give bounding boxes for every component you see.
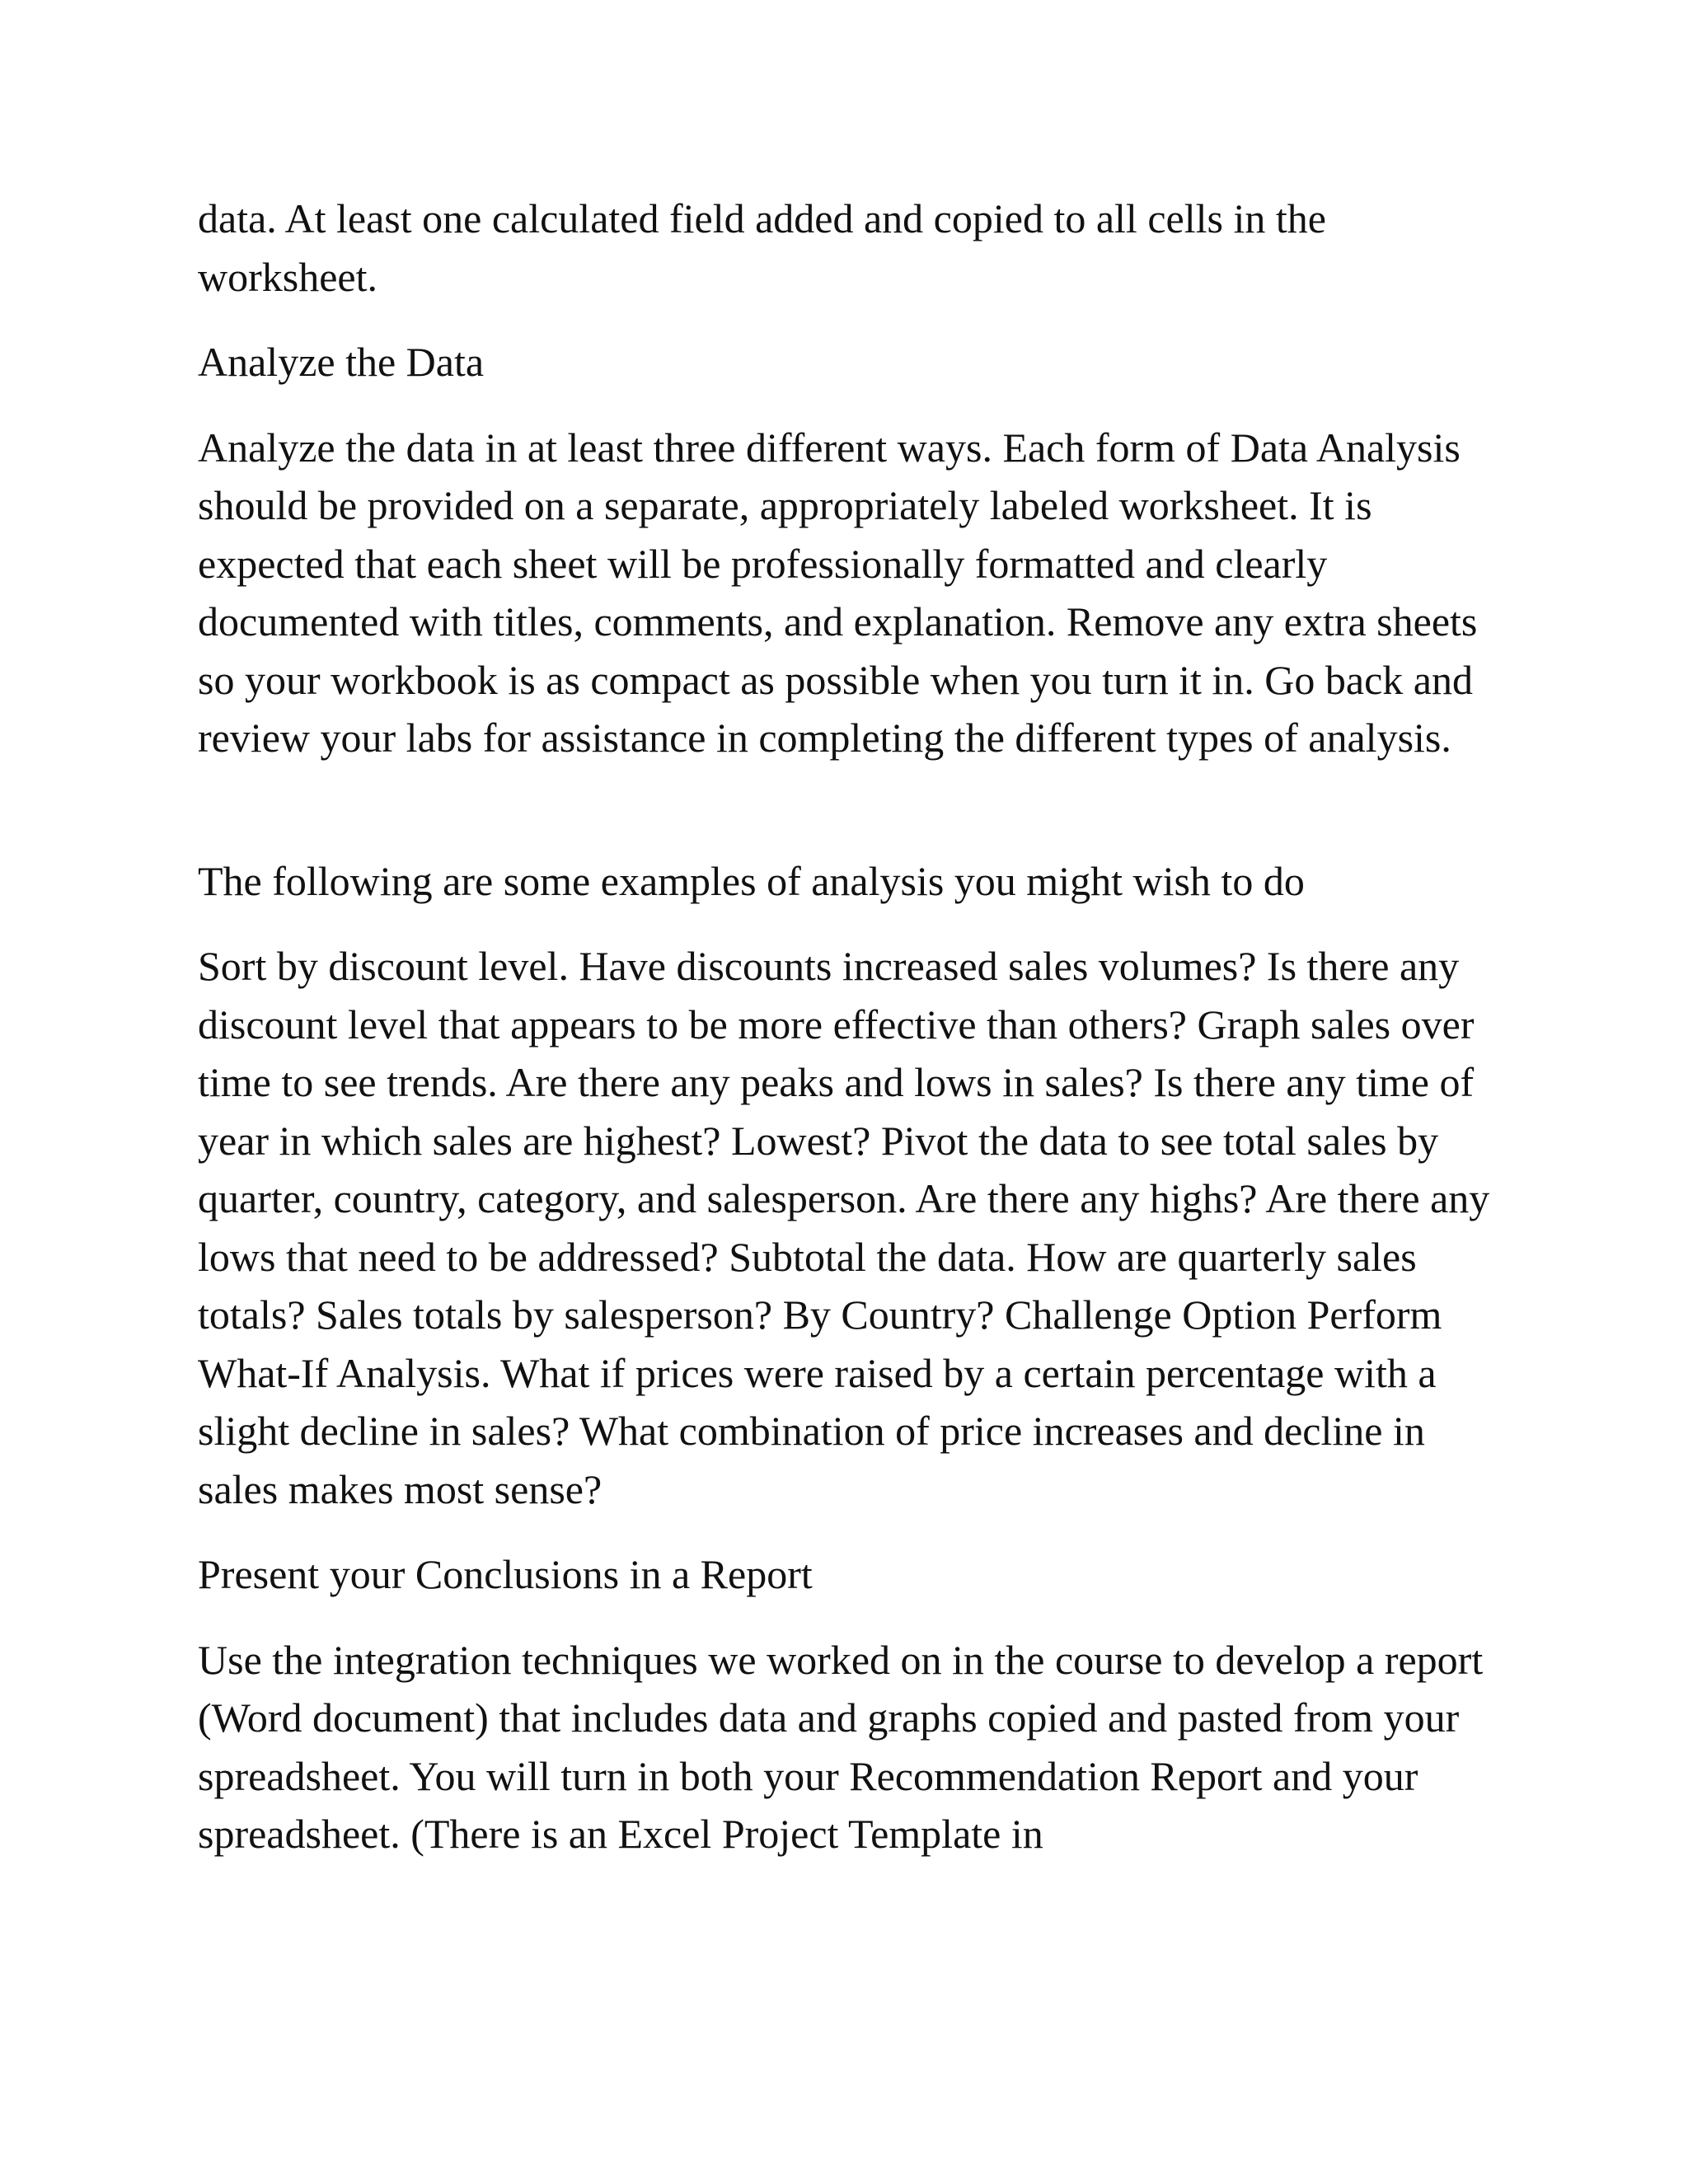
heading-analyze-the-data: Analyze the Data <box>198 339 485 385</box>
heading-analysis-examples: The following are some examples of analysis you might wish to do <box>198 857 1305 904</box>
paragraph-analyze-instructions: Analyze the data in at least three different ways. Each form of Data Analysis should be provided on a separate, appropriately labeled worksheet. It is expected that each sheet will be professionally formatted and clearly documented with titles, comments, and explanation. Remove any extra sheets so your workbook is as compact as possible when you turn it in. Go back and review your labs for assistance in completing the different types of analysis. <box>198 424 1478 761</box>
paragraph-calculated-field: data. At least one calculated field added and copied to all cells in the worksheet. <box>198 195 1326 300</box>
paragraph-analysis-examples: Sort by discount level. Have discounts increased sales volumes? Is there any discount level that appears to be more effective than others? Graph sales over time to see trends. Are there any peaks and lows in sales? Is there any time of year in which sales are highest? Lowest? Pivot the data to see total sales by quarter, country, category, and salesperson. Are there any highs? Are there any lows that need to be addressed? Subtotal the data. How are quarterly sales totals? Sales totals by salesperson? By Country? Challenge Option Perform What-If Analysis. What if prices were raised by a certain percentage with a slight decline in sales? What combination of price increases and decline in sales makes most sense? <box>198 943 1490 1512</box>
paragraph-report-instructions: Use the integration techniques we worked on in the course to develop a report (Word document) that includes data and graphs copied and pasted from your spreadsheet. You will turn in both your Recommendation Report and your spreadsheet. (There is an Excel Project Template in <box>198 1636 1484 1857</box>
heading-present-conclusions: Present your Conclusions in a Report <box>198 1551 813 1597</box>
document-body <box>198 190 1500 1891</box>
